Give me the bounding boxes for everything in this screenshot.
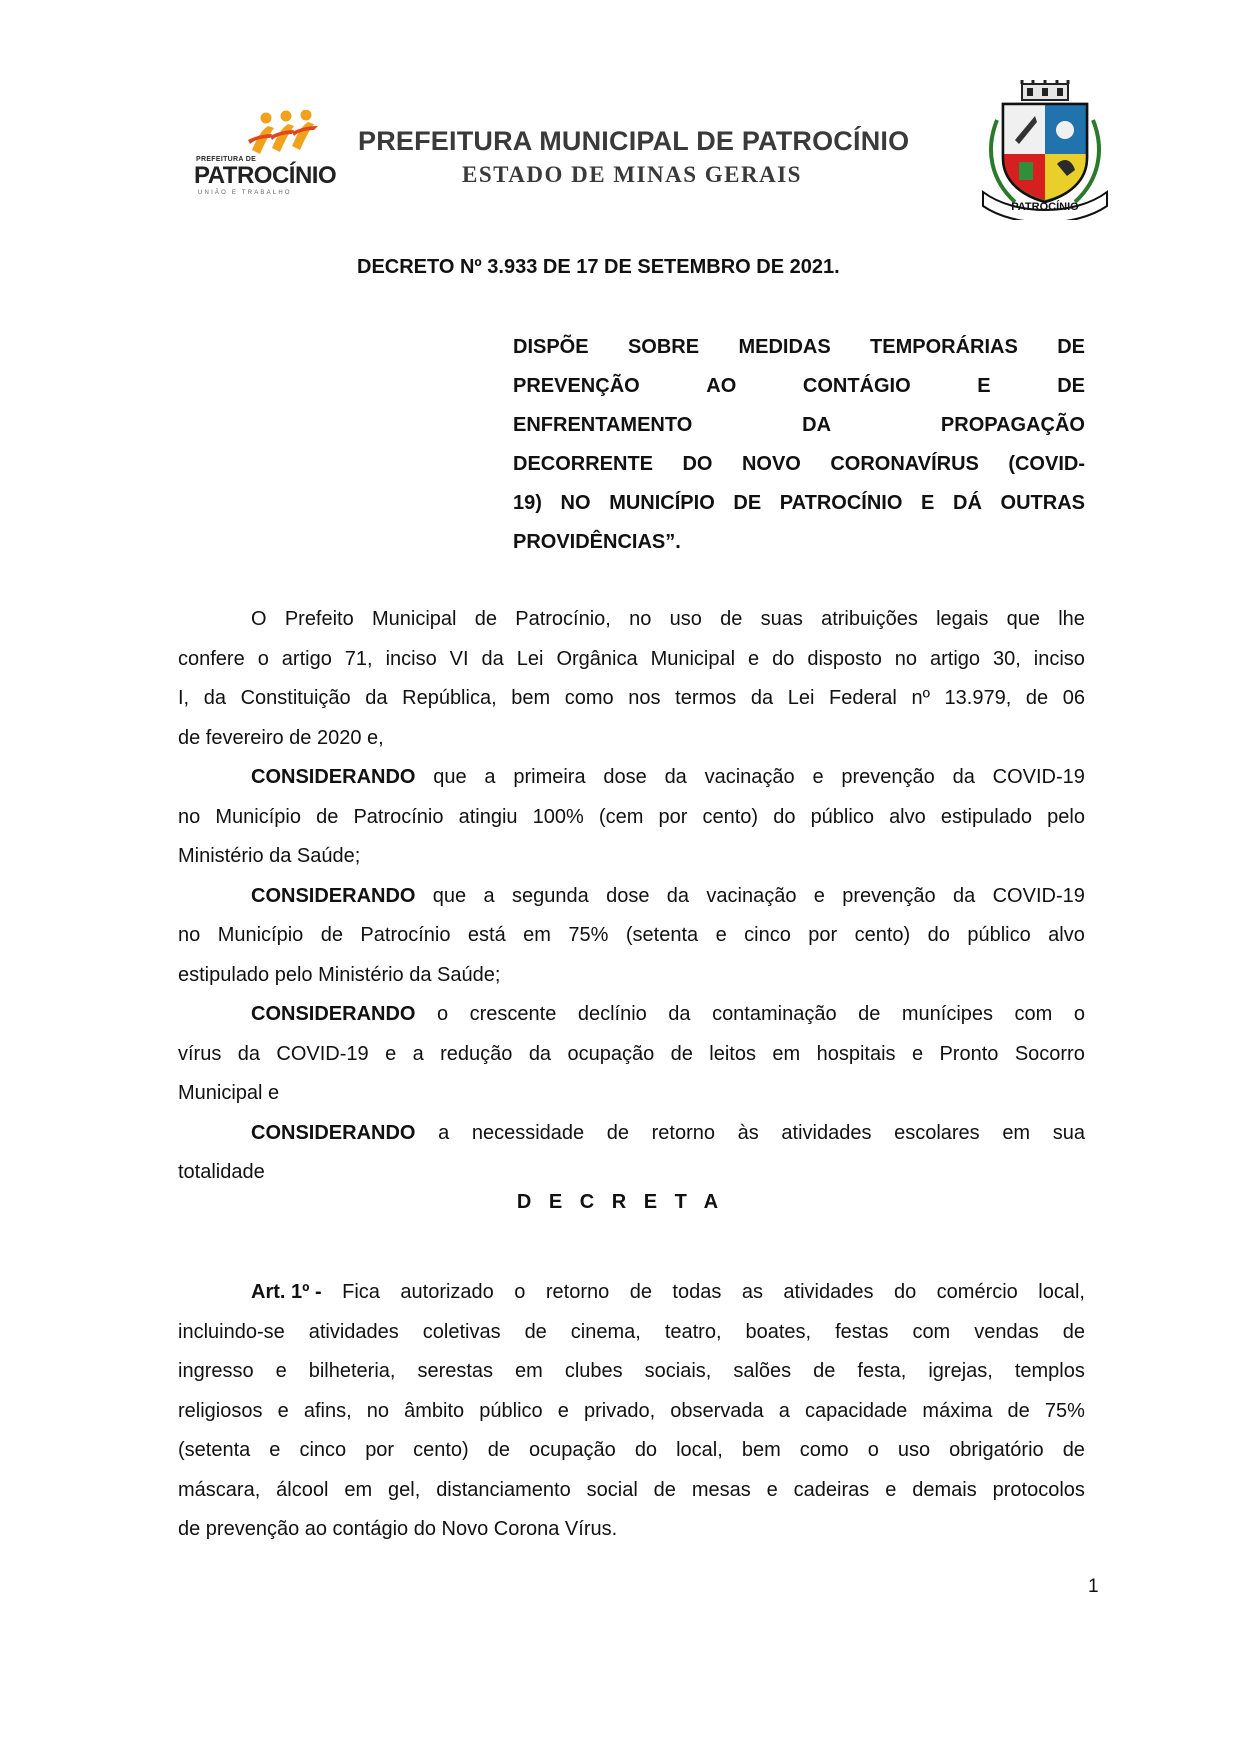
- word: do: [927, 924, 950, 946]
- word: bem: [511, 687, 551, 709]
- word: por: [365, 1439, 395, 1461]
- word: no: [629, 608, 652, 630]
- word: comércio: [936, 1281, 1018, 1303]
- word: com: [912, 1320, 951, 1343]
- word: distanciamento: [436, 1478, 571, 1501]
- word: atingiu: [458, 805, 518, 828]
- word: primeira: [513, 766, 586, 788]
- word: e: [885, 1478, 897, 1501]
- word: capacidade: [805, 1399, 908, 1422]
- word: do: [772, 647, 795, 670]
- word: atribuições: [821, 608, 918, 630]
- word: atividades: [781, 1121, 872, 1144]
- word: a: [438, 1121, 450, 1144]
- word: necessidade: [471, 1121, 585, 1144]
- word: da: [668, 1003, 691, 1025]
- word: que: [433, 766, 467, 788]
- word: da: [365, 687, 388, 709]
- word: por: [808, 924, 838, 946]
- logo-motto: UNIÃO E TRABALHO: [198, 190, 292, 196]
- word: em: [772, 1042, 801, 1065]
- word: de: [670, 1042, 693, 1065]
- word: cinco: [299, 1439, 347, 1461]
- word: República,: [402, 687, 497, 709]
- letterhead: [0, 70, 1241, 220]
- word: social: [586, 1478, 638, 1501]
- word: de: [1062, 1439, 1085, 1461]
- word: 30,: [993, 647, 1021, 670]
- word: da: [952, 766, 975, 788]
- ementa-word: PROPAGAÇÃO: [940, 414, 1085, 436]
- word: no: [178, 805, 201, 828]
- word: autorizado: [400, 1281, 494, 1303]
- word: da: [953, 884, 976, 907]
- word: legais: [936, 608, 989, 630]
- considerando-line: [178, 995, 1085, 1035]
- word: do: [893, 1281, 917, 1303]
- word: retorno: [545, 1281, 610, 1303]
- word: demais: [912, 1478, 977, 1501]
- word: inciso: [1033, 647, 1085, 670]
- decree-body: [178, 600, 1085, 1193]
- word: privado,: [583, 1399, 656, 1422]
- word: prevenção: [842, 884, 936, 907]
- word: âmbito: [404, 1399, 465, 1422]
- word: teatro,: [664, 1320, 722, 1343]
- word: declínio: [577, 1003, 647, 1025]
- word: do: [634, 1439, 658, 1461]
- word: e: [911, 1042, 924, 1065]
- word: confere: [178, 647, 245, 670]
- word: COVID-19: [992, 884, 1085, 907]
- word: que: [1006, 608, 1040, 630]
- word: pelo: [1047, 805, 1085, 828]
- word: contaminação: [712, 1003, 837, 1025]
- word: templos: [1014, 1360, 1085, 1382]
- considerando-line: estipulado pelo Ministério da Saúde;: [178, 963, 501, 986]
- word: uso: [669, 608, 702, 630]
- article-line: [178, 1313, 1085, 1353]
- preamble-line: [178, 679, 1085, 719]
- word: Patrocínio: [360, 924, 451, 946]
- word: de: [606, 1121, 630, 1144]
- word: bilheteria,: [308, 1360, 396, 1382]
- word: Orgânica: [556, 647, 638, 670]
- word: alvo: [1048, 924, 1085, 946]
- letterhead-subtitle: ESTADO DE MINAS GERAIS: [462, 162, 802, 187]
- word: e: [385, 1042, 397, 1065]
- word: redução: [440, 1042, 513, 1065]
- word: retorno: [651, 1121, 716, 1144]
- considerando-line: [178, 798, 1085, 838]
- word: a: [483, 884, 495, 907]
- word: Prefeito: [284, 608, 354, 630]
- word: Lei: [787, 687, 815, 709]
- word: sociais,: [644, 1360, 712, 1382]
- word: de: [1007, 1399, 1030, 1422]
- word: nos: [628, 687, 661, 709]
- word: está: [467, 924, 506, 946]
- word: álcool: [276, 1478, 329, 1501]
- word: clubes: [564, 1360, 623, 1382]
- word: o: [257, 647, 269, 670]
- word: cento): [413, 1439, 469, 1461]
- word: bem: [741, 1439, 781, 1461]
- word: a: [778, 1399, 790, 1422]
- word: de: [858, 1003, 881, 1025]
- word: (cem: [598, 805, 644, 828]
- ementa-word: DE: [1057, 375, 1085, 397]
- word: no: [894, 647, 918, 670]
- considerando-line: [178, 758, 1085, 798]
- word: serestas: [417, 1360, 494, 1382]
- word: com: [1014, 1003, 1053, 1025]
- word: em: [523, 924, 551, 946]
- word: da: [528, 1042, 552, 1065]
- word: prevenção: [841, 766, 935, 788]
- ementa-word: E: [977, 375, 991, 397]
- word: o: [436, 1003, 449, 1025]
- word: 100%: [532, 805, 584, 828]
- considerando-line: [178, 1114, 1085, 1154]
- word: Município: [217, 924, 304, 946]
- word: gel,: [388, 1478, 421, 1501]
- logo-city-name: PATROCÍNIO: [194, 162, 337, 189]
- word: da: [666, 884, 690, 907]
- word: mesas: [691, 1478, 751, 1501]
- people-figures-icon: [244, 110, 324, 160]
- word: as: [741, 1281, 763, 1303]
- word: 71,: [344, 647, 373, 670]
- word: festas: [835, 1320, 889, 1343]
- word: e: [715, 924, 727, 946]
- word: de: [629, 1281, 652, 1303]
- word: público: [810, 805, 874, 828]
- word: ocupação: [567, 1042, 655, 1065]
- word: incluindo-se: [178, 1320, 285, 1343]
- word: O: [251, 608, 267, 630]
- word: de: [474, 608, 497, 630]
- article-line: de prevenção ao contágio do Novo Corona Vírus.: [178, 1518, 618, 1540]
- ementa-line: DECORRENTE DO NOVO CORONAVÍRUS (COVID-: [513, 453, 1085, 475]
- considerando-line: Municipal e: [178, 1082, 280, 1104]
- word: observada: [670, 1399, 764, 1422]
- word: nº: [911, 687, 930, 709]
- word: 75%: [1044, 1399, 1085, 1422]
- word: VI: [449, 647, 469, 670]
- word: vacinação: [706, 884, 797, 907]
- ementa-line: DISPÕE SOBRE MEDIDAS TEMPORÁRIAS DE: [513, 336, 1085, 358]
- page-number: 1: [1088, 1576, 1099, 1597]
- article-line: [178, 1471, 1085, 1511]
- word: de: [813, 1360, 836, 1382]
- word: e: [812, 766, 824, 788]
- considerando-keyword: CONSIDERANDO: [251, 1121, 416, 1144]
- word: no: [366, 1399, 389, 1422]
- word: religiosos: [178, 1399, 263, 1422]
- considerando-line: [178, 1035, 1085, 1075]
- considerando-keyword: CONSIDERANDO: [251, 884, 416, 907]
- word: Patrocínio,: [515, 608, 611, 630]
- word: e: [748, 647, 760, 670]
- word: I,: [178, 687, 190, 709]
- word: sua: [1052, 1121, 1085, 1144]
- word: da: [237, 1042, 260, 1065]
- article-line: [178, 1392, 1085, 1432]
- word: e: [766, 1478, 778, 1501]
- word: público: [479, 1399, 543, 1422]
- logo-small-label: PREFEITURA DE: [196, 156, 257, 163]
- word: no: [178, 924, 201, 946]
- word: boates,: [745, 1320, 812, 1343]
- word: Constituição: [240, 687, 351, 709]
- word: cadeiras: [793, 1478, 870, 1501]
- word: de: [720, 608, 743, 630]
- word: o: [514, 1281, 526, 1303]
- word: de: [487, 1439, 510, 1461]
- word: o: [1073, 1003, 1085, 1025]
- word: salões: [733, 1360, 792, 1382]
- word: hospitais: [816, 1042, 896, 1065]
- word: Município: [215, 805, 301, 828]
- decreta-heading: D E C R E T A: [516, 1191, 725, 1213]
- word: da: [203, 687, 226, 709]
- word: e: [277, 1399, 289, 1422]
- word: leitos: [709, 1042, 756, 1065]
- word: de: [316, 805, 339, 828]
- word: estipulado: [940, 805, 1033, 828]
- word: 75%: [568, 924, 609, 946]
- word: do: [773, 805, 796, 828]
- word: 13.979,: [944, 687, 1012, 709]
- word: como: [564, 687, 614, 709]
- word: da: [664, 766, 687, 788]
- word: todas: [672, 1281, 722, 1303]
- word: munícipes: [901, 1003, 994, 1025]
- ementa-line: 19) NO MUNICÍPIO DE PATROCÍNIO E DÁ OUTRAS: [513, 492, 1085, 514]
- word: máscara,: [178, 1478, 261, 1501]
- word: Pronto: [939, 1042, 999, 1065]
- considerando-line: [178, 916, 1085, 956]
- word: dose: [603, 766, 647, 788]
- word: vacinação: [704, 766, 795, 788]
- letterhead-title: PREFEITURA MUNICIPAL DE PATROCÍNIO: [358, 126, 910, 156]
- preamble-line: [178, 600, 1085, 640]
- word: alvo: [889, 805, 926, 828]
- article-line: [178, 1273, 1085, 1313]
- word: de: [524, 1320, 547, 1343]
- word: COVID-19: [276, 1042, 369, 1065]
- word: a: [484, 766, 496, 788]
- word: crescente: [469, 1003, 557, 1025]
- word: Municipal: [650, 647, 736, 670]
- ementa-word: PREVENÇÃO: [513, 375, 640, 397]
- word: e: [813, 884, 825, 907]
- ementa-line: [513, 406, 1085, 445]
- word: artigo: [930, 647, 981, 670]
- word: atividades: [783, 1281, 874, 1303]
- word: uso: [897, 1439, 931, 1461]
- ementa-word: DA: [802, 414, 832, 436]
- word: lhe: [1058, 608, 1085, 630]
- crest-ribbon-text: PATROCÍNIO: [1011, 201, 1079, 213]
- word: máxima: [922, 1399, 993, 1422]
- word: festa,: [857, 1360, 907, 1382]
- preamble-line: [178, 640, 1085, 680]
- coat-of-arms-icon: [975, 80, 1115, 220]
- word: Patrocínio: [353, 805, 444, 828]
- word: COVID-19: [992, 766, 1085, 788]
- word: e: [275, 1360, 287, 1382]
- article-line: [178, 1431, 1085, 1471]
- word: em: [344, 1478, 373, 1501]
- word: local,: [676, 1439, 723, 1461]
- word: dose: [606, 884, 650, 907]
- word: ocupação: [529, 1439, 616, 1461]
- word: disposto: [807, 647, 882, 670]
- word: Federal: [829, 687, 897, 709]
- word: (setenta: [625, 924, 699, 946]
- word: afins,: [303, 1399, 352, 1422]
- word: segunda: [511, 884, 589, 907]
- article-label: Art. 1º -: [251, 1281, 322, 1303]
- word: de: [320, 924, 343, 946]
- word: a: [412, 1042, 424, 1065]
- word: de: [1062, 1320, 1085, 1343]
- word: protocolos: [992, 1478, 1085, 1501]
- word: público: [967, 924, 1031, 946]
- word: Fica: [342, 1281, 380, 1303]
- ementa-word: ENFRENTAMENTO: [513, 414, 693, 436]
- word: coletivas: [422, 1320, 501, 1343]
- word: artigo: [281, 647, 332, 670]
- word: local,: [1038, 1281, 1085, 1303]
- ementa-block: [513, 328, 1085, 562]
- word: Lei: [516, 647, 544, 670]
- word: 06: [1062, 687, 1085, 709]
- word: o: [867, 1439, 879, 1461]
- article-1: [178, 1273, 1085, 1550]
- ementa-word: AO: [706, 375, 737, 397]
- ementa-line: PROVIDÊNCIAS”.: [513, 531, 681, 553]
- decree-title: DECRETO Nº 3.933 DE 17 DE SETEMBRO DE 2021.: [357, 256, 840, 278]
- word: Socorro: [1014, 1042, 1085, 1065]
- word: ingresso: [178, 1360, 254, 1382]
- ementa-line: [513, 367, 1085, 406]
- considerando-line: [178, 877, 1085, 917]
- word: cento): [854, 924, 911, 946]
- word: de: [1025, 687, 1049, 709]
- word: suas: [760, 608, 803, 630]
- word: em: [515, 1360, 543, 1382]
- word: da: [481, 647, 504, 670]
- word: termos: [675, 687, 737, 709]
- ementa-word: CONTÁGIO: [802, 375, 911, 397]
- word: de: [653, 1478, 676, 1501]
- word: vírus: [178, 1042, 222, 1065]
- word: escolares: [894, 1121, 980, 1144]
- word: em: [1002, 1121, 1031, 1144]
- word: atividades: [308, 1320, 399, 1343]
- prefeitura-logo: [188, 110, 338, 210]
- word: cinco: [744, 924, 791, 946]
- word: como: [799, 1439, 849, 1461]
- word: (setenta: [178, 1439, 251, 1461]
- considerando-line: totalidade: [178, 1161, 265, 1183]
- word: cinema,: [570, 1320, 641, 1343]
- considerando-keyword: CONSIDERANDO: [251, 1003, 416, 1025]
- word: às: [737, 1121, 759, 1144]
- word: igrejas,: [928, 1360, 993, 1382]
- word: inciso: [385, 647, 437, 670]
- considerando-keyword: CONSIDERANDO: [251, 766, 416, 788]
- article-line: [178, 1352, 1085, 1392]
- word: e: [269, 1439, 281, 1461]
- word: cento): [702, 805, 759, 828]
- considerando-line: Ministério da Saúde;: [178, 845, 361, 867]
- word: por: [658, 805, 688, 828]
- word: Municipal: [372, 608, 457, 630]
- word: e: [557, 1399, 569, 1422]
- word: vendas: [974, 1320, 1039, 1343]
- preamble-line: de fevereiro de 2020 e,: [178, 726, 384, 749]
- word: obrigatório: [949, 1439, 1044, 1461]
- word: que: [432, 884, 467, 907]
- word: da: [750, 687, 774, 709]
